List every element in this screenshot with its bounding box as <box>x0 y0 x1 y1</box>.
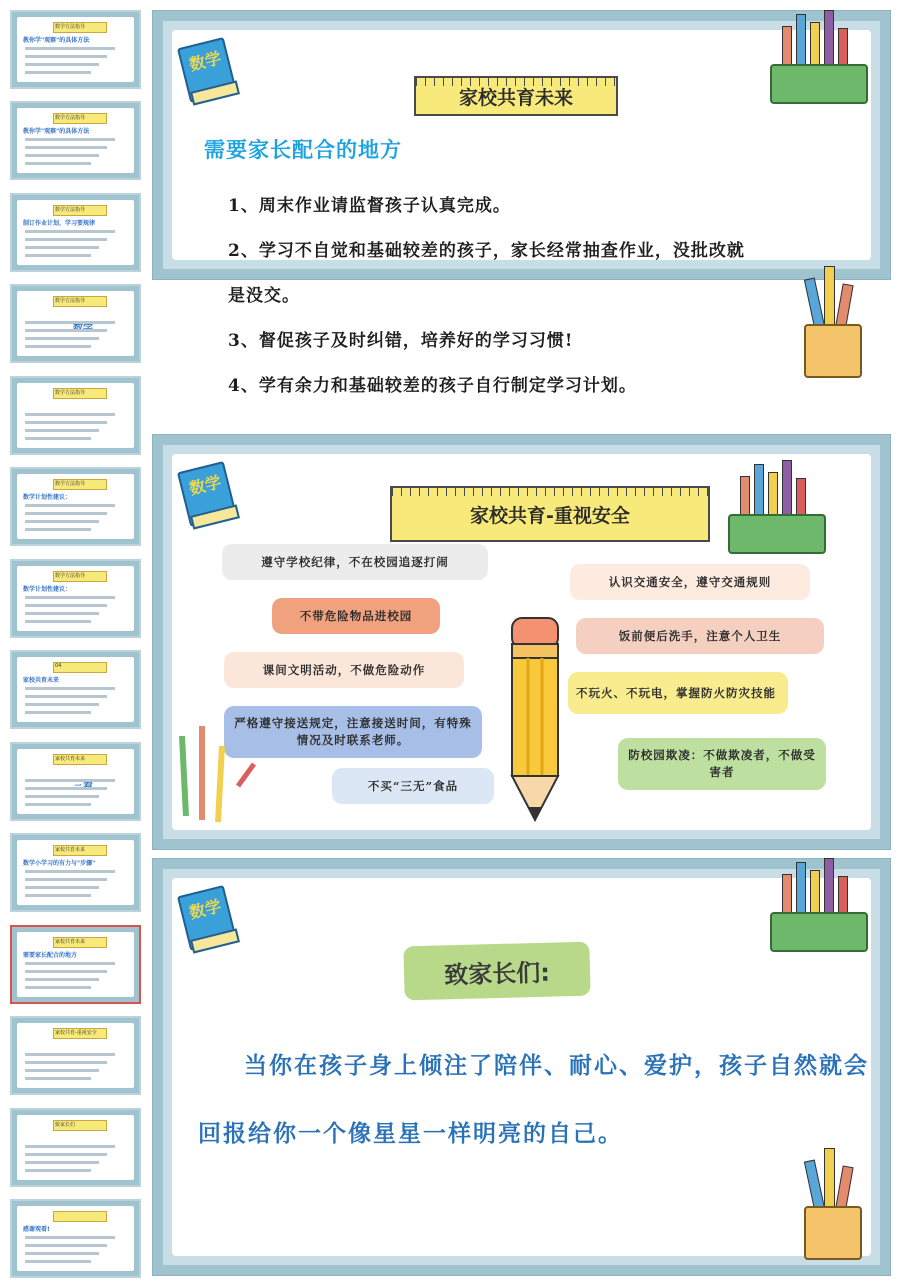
thumbnail-text-line <box>25 162 91 165</box>
thumbnail-text-line <box>25 512 107 515</box>
book-label: 数学 <box>187 472 224 499</box>
slide-thumbnail-panel <box>0 0 150 1286</box>
thumbnail-subtitle: 教你学"观察"的具体方法 <box>23 37 90 44</box>
thumbnail-text-line <box>25 63 99 66</box>
thumbnail-subtitle: 数学小学习的有力与"步骤" <box>23 860 96 867</box>
thumbnail-text-line <box>25 1260 91 1263</box>
slide-thumbnail[interactable] <box>10 742 141 821</box>
thumbnail-text-line <box>25 345 91 348</box>
safety-tip: 不买“三无”食品 <box>332 768 494 804</box>
thumbnail-caption: 数学方法指导 <box>55 24 86 30</box>
thumbnail-subtitle: 需要家长配合的地方 <box>23 952 78 959</box>
thumbnail-text-line <box>25 787 107 790</box>
thumbnail-preview <box>17 108 134 173</box>
slide-paper <box>172 30 871 396</box>
slide-to-parents[interactable] <box>152 858 891 1276</box>
thumbnail-text-line <box>25 55 107 58</box>
thumbnail-preview <box>17 932 134 997</box>
thumbnail-text-line <box>25 254 91 257</box>
thumbnail-subtitle: 教你学"观察"的具体方法 <box>23 128 90 135</box>
thumbnail-text-line <box>25 878 107 881</box>
thumbnail-preview <box>17 657 134 722</box>
thumbnail-preview <box>17 291 134 356</box>
safety-tip: 不玩火、不玩电，掌握防火防灾技能 <box>568 672 788 714</box>
thumbnail-text-line <box>25 1061 107 1064</box>
thumbnail-text-line <box>25 604 107 607</box>
thumbnail-text-line <box>25 703 99 706</box>
thumbnail-text-line <box>25 962 115 965</box>
safety-tip: 不带危险物品进校园 <box>272 598 440 634</box>
book-label: 数学 <box>187 48 224 75</box>
thumbnail-text-line <box>25 970 107 973</box>
thumbnail-subtitle: 感谢观看! <box>23 1226 50 1233</box>
thumbnail-subtitle: 数学计划性建议： <box>23 586 72 593</box>
safety-tip: 饭前便后洗手，注意个人卫生 <box>576 618 824 654</box>
safety-tip: 防校园欺凌：不做欺凌者，不做受害者 <box>618 738 826 790</box>
pencil-holder-icon <box>762 24 872 104</box>
thumbnail-preview <box>17 749 134 814</box>
thumbnail-text-line <box>25 138 115 141</box>
slide-thumbnail[interactable] <box>10 1199 141 1278</box>
thumbnail-text-line <box>25 795 99 798</box>
cooperation-list <box>228 184 828 409</box>
slide-title <box>414 76 618 116</box>
thumbnail-caption: 数学方法指导 <box>55 481 86 487</box>
thumbnail-text-line <box>25 894 91 897</box>
thumbnail-caption: 数学方法指导 <box>55 207 86 213</box>
thumbnail-text-line <box>25 711 91 714</box>
thumbnail-preview <box>17 1206 134 1271</box>
thumbnail-text-line <box>25 1053 115 1056</box>
thumbnail-text-line <box>25 620 91 623</box>
thumbnail-preview <box>17 17 134 82</box>
message-body: 当你在孩子身上倾注了陪伴、耐心、爱护，孩子自然就会回报给你一个像星星一样明亮的自己。 <box>198 1052 869 1147</box>
thumbnail-text-line <box>25 429 99 432</box>
thumbnail-text-line <box>25 1077 91 1080</box>
slide-thumbnail[interactable] <box>10 376 141 455</box>
pencil-holder-icon <box>762 872 872 952</box>
thumbnail-text-line <box>25 413 115 416</box>
thumbnail-subtitle: 家校共育未来 <box>23 677 60 684</box>
slide-thumbnail[interactable] <box>10 101 141 180</box>
thumbnail-text-line <box>25 978 99 981</box>
slide-thumbnail[interactable] <box>10 1108 141 1187</box>
thumbnail-text-line <box>25 504 115 507</box>
thumbnail-caption: 家校共育-重视安全 <box>55 1030 97 1036</box>
greeting-badge: 致家长们: <box>403 942 590 1001</box>
slide-thumbnail[interactable] <box>10 284 141 363</box>
thumbnail-text-line <box>25 695 107 698</box>
thumbnail-text-line <box>25 1145 115 1148</box>
slide-thumbnail[interactable] <box>10 467 141 546</box>
pencil-holder-icon <box>720 474 830 554</box>
thumbnail-preview <box>17 383 134 448</box>
thumbnail-text-line <box>25 238 107 241</box>
thumbnail-text-line <box>25 870 115 873</box>
thumbnail-preview <box>17 1115 134 1180</box>
thumbnail-text-line <box>25 47 115 50</box>
thumbnail-text-line <box>25 437 91 440</box>
thumbnail-text-line <box>25 687 115 690</box>
book-label: 数学 <box>187 896 224 923</box>
thumbnail-preview <box>17 200 134 265</box>
thumbnail-text-line <box>25 71 91 74</box>
thumbnail-text-line <box>25 986 91 989</box>
thumbnail-caption: 致家长们 <box>55 1122 76 1128</box>
thumbnail-text-line <box>25 1252 99 1255</box>
thumbnail-text-line <box>25 321 115 324</box>
colored-pencils-icon <box>168 716 258 826</box>
slide-thumbnail[interactable] <box>10 925 141 1004</box>
thumbnail-text-line <box>25 1161 99 1164</box>
list-item: 是没交。 <box>228 286 300 306</box>
thumbnail-text-line <box>25 596 115 599</box>
thumbnail-subtitle: 制订作业计划，学习要规律 <box>23 220 96 227</box>
slide-family-school-future[interactable] <box>152 10 891 396</box>
thumbnail-preview <box>17 566 134 631</box>
thumbnail-title-band <box>53 1211 107 1222</box>
thumbnail-caption: 家校共育未来 <box>55 847 86 853</box>
thumbnail-subtitle: 数学计划性建议： <box>23 494 72 501</box>
safety-tip: 课间文明活动，不做危险动作 <box>224 652 464 688</box>
thumbnail-text-line <box>25 520 99 523</box>
thumbnail-text-line <box>25 1169 91 1172</box>
thumbnail-caption: 04 <box>55 663 62 669</box>
slide-thumbnail[interactable] <box>10 1016 141 1095</box>
math-book-icon <box>177 884 235 954</box>
slide-paper <box>172 878 871 1256</box>
math-book-icon <box>177 460 235 530</box>
safety-tip: 认识交通安全，遵守交通规则 <box>570 564 810 600</box>
thumbnail-text-line <box>25 779 115 782</box>
thumbnail-text-line <box>25 803 91 806</box>
list-item: 3、督促孩子及时纠错，培养好的学习习惯! <box>228 331 574 351</box>
thumbnail-text-line <box>25 146 107 149</box>
thumbnail-text-line <box>25 246 99 249</box>
thumbnail-text-line <box>25 1244 107 1247</box>
thumbnail-caption: 家校共育未来 <box>55 756 86 762</box>
list-item: 4、学有余力和基础较差的孩子自行制定学习计划。 <box>228 376 637 396</box>
thumbnail-text-line <box>25 421 107 424</box>
thumbnail-text-line <box>25 329 107 332</box>
thumbnail-text-line <box>25 1069 99 1072</box>
thumbnail-text-line <box>25 230 115 233</box>
slide-thumbnail[interactable] <box>10 650 141 729</box>
pencil-illustration-icon <box>506 614 564 824</box>
slide-safety[interactable] <box>152 434 891 850</box>
thumbnail-text-line <box>25 1236 115 1239</box>
thumbnail-preview <box>17 474 134 539</box>
thumbnail-text-line <box>25 528 91 531</box>
safety-tip: 严格遵守接送规定，注意接送时间，有特殊情况及时联系老师。 <box>224 706 482 758</box>
slide-title-text: 家校共育-重视安全 <box>470 504 630 527</box>
thumbnail-preview <box>17 840 134 905</box>
slide-title-text: 家校共育未来 <box>458 86 573 109</box>
thumbnail-text-line <box>25 337 99 340</box>
thumbnail-caption: 家校共育未来 <box>55 939 86 945</box>
thumbnail-caption: 数学方法指导 <box>55 115 86 121</box>
slide-thumbnail[interactable] <box>10 10 141 89</box>
thumbnail-text-line <box>25 612 99 615</box>
thumbnail-text-line <box>25 886 99 889</box>
slide-thumbnail[interactable] <box>10 559 141 638</box>
thumbnail-text-line <box>25 154 99 157</box>
pencil-pot-icon <box>794 1140 874 1260</box>
list-item: 2、学习不自觉和基础较差的孩子，家长经常抽查作业，没批改就 <box>228 241 745 261</box>
list-item: 1、周末作业请监督孩子认真完成。 <box>228 196 511 216</box>
thumbnail-caption: 数学方法指导 <box>55 298 86 304</box>
section-heading: 需要家长配合的地方 <box>204 138 402 162</box>
thumbnail-text-line <box>25 1153 107 1156</box>
pencil-pot-icon <box>794 258 874 378</box>
thumbnail-caption: 数学方法指导 <box>55 390 86 396</box>
slide-paper <box>172 454 871 830</box>
slide-thumbnail[interactable] <box>10 833 141 912</box>
safety-tip: 遵守学校纪律，不在校园追逐打闹 <box>222 544 488 580</box>
thumbnail-caption: 数学方法指导 <box>55 573 86 579</box>
slide-title <box>390 486 710 542</box>
thumbnail-preview <box>17 1023 134 1088</box>
slide-thumbnail[interactable] <box>10 193 141 272</box>
math-book-icon <box>177 36 235 106</box>
